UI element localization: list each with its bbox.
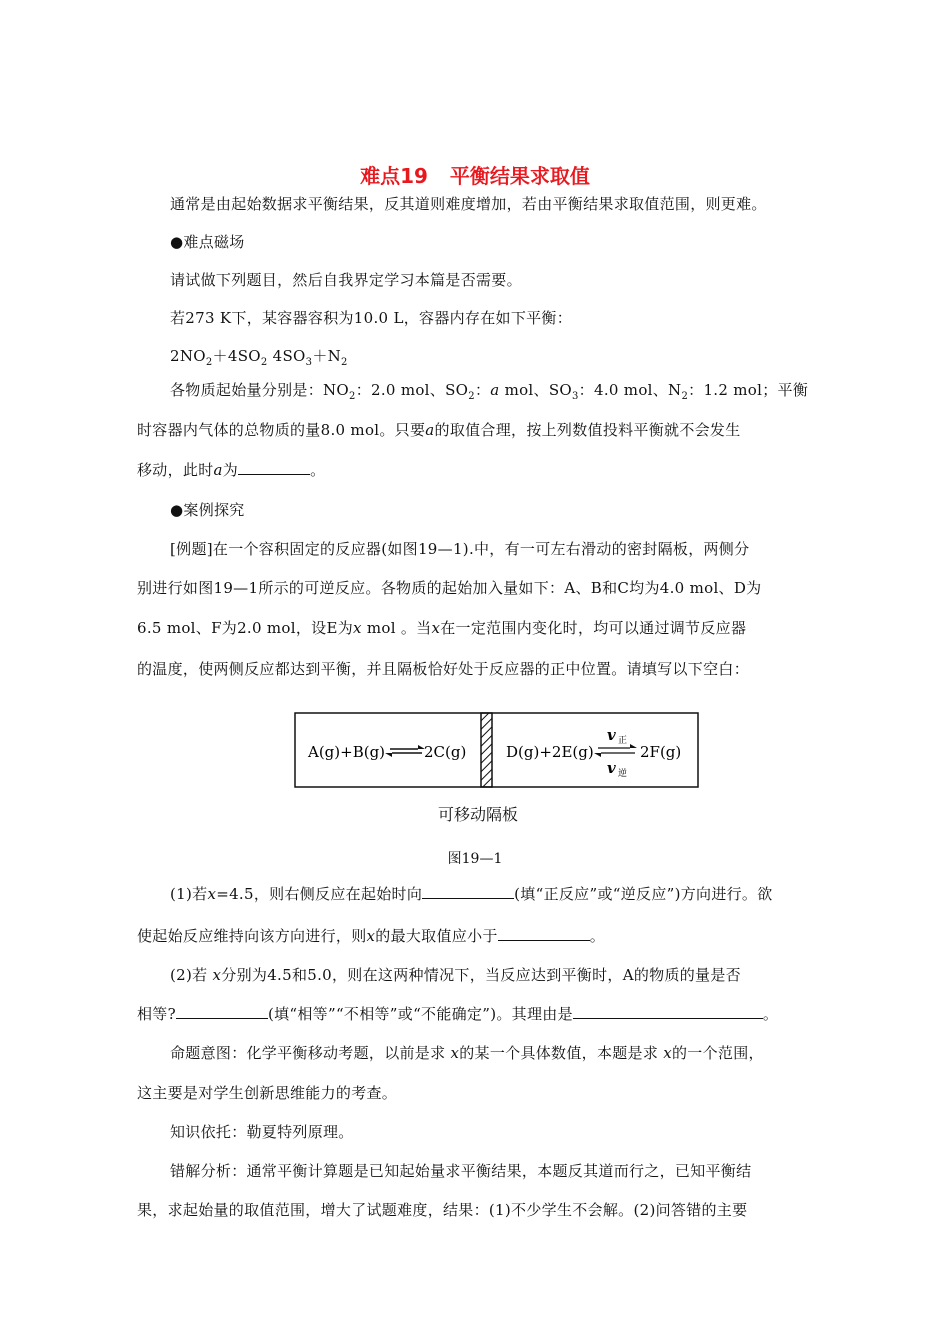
question-line-1: 各物质起始量分别是：$NO_2$：2.0 mol、$SO_2$：a mol、$SO_3$：4.0 mol、$N_2$：1.2 mol；平衡 <box>170 381 809 402</box>
section-heading-case-study: ●案例探究 <box>170 501 245 519</box>
forward-rate-label: v <box>607 726 616 744</box>
answer-blank-reason[interactable] <box>573 1004 763 1019</box>
example-line-2: 别进行如图19—1所示的可逆反应。各物质的起始加入量如下：A、B和C均为4.0 mol、D为 <box>137 579 762 597</box>
error-analysis-line-1: 错解分析：通常平衡计算题是已知起始量求平衡结果，本题反其道而行之，已知平衡结 <box>170 1162 752 1180</box>
answer-blank-equal[interactable] <box>176 1004 268 1019</box>
forward-rate-subscript: 正 <box>618 736 628 746</box>
partition-label: 可移动隔板 <box>438 805 519 824</box>
example-line-4: 的温度，使两侧反应都达到平衡，并且隔板恰好处于反应器的正中位置。请填写以下空白： <box>137 660 750 678</box>
reversible-arrow-left <box>385 745 425 757</box>
figure-caption: 图19—1 <box>447 851 503 867</box>
title-number: 难点19 <box>360 164 428 188</box>
movable-partition <box>481 713 492 787</box>
page-title <box>0 160 950 189</box>
right-reaction-reactants: D(g)+2E(g) <box>506 743 594 761</box>
question-line-2: 时容器内气体的总物质的量8.0 mol。只要a的取值合理，按上列数值投料平衡就不会发生 <box>137 421 741 439</box>
reverse-rate-subscript: 逆 <box>618 769 628 779</box>
title-text: 平衡结果求取值 <box>449 164 590 188</box>
reverse-rate-label: v <box>607 759 616 777</box>
error-analysis-line-2: 果，求起始量的取值范围，增大了试题难度，结果：(1)不少学生不会解。(2)问答错的主要 <box>137 1201 748 1219</box>
example-line-3: 6.5 mol、F为2.0 mol，设E为x mol 。当x在一定范围内变化时，均可以通过调节反应器 <box>137 619 747 637</box>
question-line-3: 移动，此时a为 。 <box>137 461 326 479</box>
subquestion-2-line-1: (2)若 x分别为4.5和5.0，则在这两种情况下，当反应达到平衡时，A的物质的量是否 <box>170 966 741 984</box>
right-reaction-product: 2F(g) <box>640 743 682 761</box>
subquestion-1-line-2: 使起始反应维持向该方向进行，则x的最大取值应小于 。 <box>137 927 605 945</box>
equilibrium-equation: $2NO_2+4SO_2$ $4SO_3+N_2$ <box>170 347 348 368</box>
intent-line-1: 命题意图：化学平衡移动考题，以前是求 x的某一个具体数值，本题是求 x的一个范围， <box>170 1044 764 1062</box>
answer-blank-a[interactable] <box>238 460 310 475</box>
intent-line-2: 这主要是对学生创新思维能力的考查。 <box>137 1084 398 1102</box>
left-reaction-product: 2C(g) <box>424 743 467 761</box>
answer-blank-direction[interactable] <box>422 884 514 899</box>
subquestion-1-line-1: (1)若x=4.5，则右侧反应在起始时向 (填“正反应”或“逆反应”)方向进行。欲 <box>170 885 773 903</box>
section-heading-magnetic-field: ●难点磁场 <box>170 233 245 251</box>
reversible-arrow-right <box>594 744 637 757</box>
subquestion-2-line-2: 相等? (填“相等”“不相等”或“不能确定”)。其理由是 。 <box>137 1005 779 1023</box>
answer-blank-max-x[interactable] <box>498 926 590 941</box>
left-reaction-reactants: A(g)+B(g) <box>308 743 386 761</box>
intro-paragraph: 通常是由起始数据求平衡结果，反其道则难度增加，若由平衡结果求取值范围，则更难。 <box>170 195 767 213</box>
knowledge-basis: 知识依托：勒夏特列原理。 <box>170 1123 354 1141</box>
instruction-text: 请试做下列题目，然后自我界定学习本篇是否需要。 <box>170 271 522 289</box>
example-line-1: [例题]在一个容积固定的反应器(如图19—1).中，有一可左右滑动的密封隔板，两侧分 <box>170 540 750 558</box>
question-intro: 若273 K下，某容器容积为10.0 L，容器内存在如下平衡： <box>170 309 573 327</box>
reactor-diagram <box>294 712 700 792</box>
